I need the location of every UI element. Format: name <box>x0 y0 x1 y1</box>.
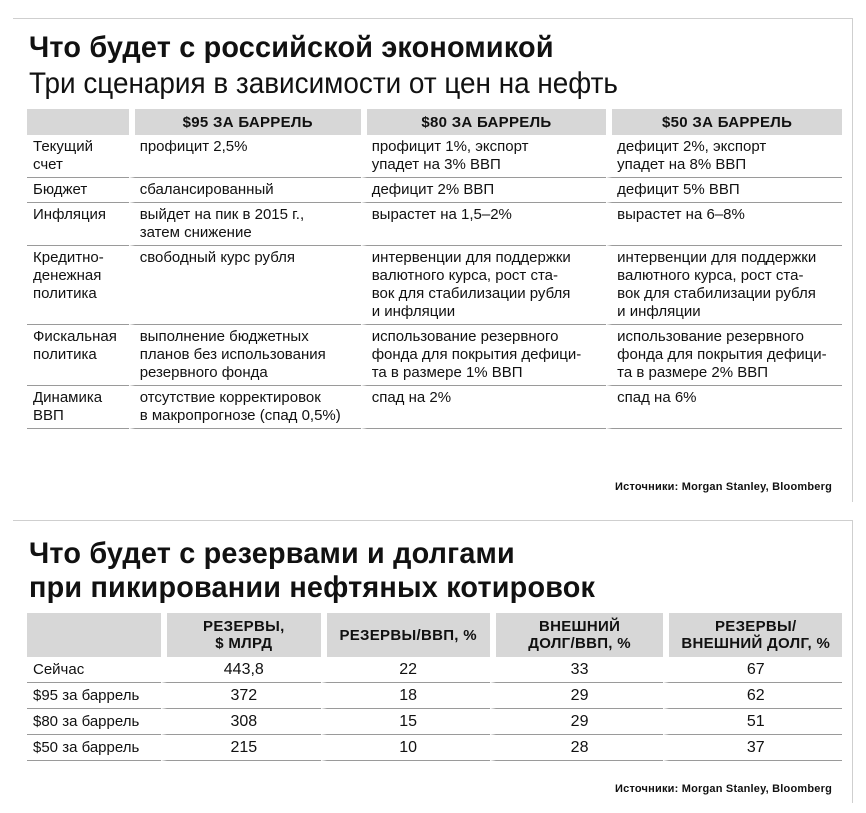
source-note: Источники: Morgan Stanley, Bloomberg <box>615 783 832 795</box>
value-cell: 29 <box>490 683 664 709</box>
cell-line: валютного курса, рост ста- <box>371 267 559 284</box>
value-cell: 372 <box>161 683 321 709</box>
cell-line: ВВП <box>33 407 64 424</box>
row-label <box>27 135 129 178</box>
row-label <box>27 325 129 386</box>
cell-80 <box>361 178 606 203</box>
reserves-header-1 <box>161 613 321 657</box>
cell-50 <box>606 325 842 386</box>
cell-line: вырастет на 6–8% <box>617 206 745 223</box>
cell-line: $ МЛРД <box>215 635 273 652</box>
value-cell: 18 <box>321 683 490 709</box>
cell-95 <box>129 246 361 325</box>
cell-line: дефицит 5% ВВП <box>617 181 740 198</box>
header-95: $95 ЗА БАРРЕЛЬ <box>129 109 361 135</box>
cell-line: фонда для покрытия дефици- <box>617 346 827 363</box>
cell-line: Динамика <box>33 389 103 406</box>
reserves-title-line1: Что будет с резервами и долгами <box>29 537 515 570</box>
row-label: $95 за баррель <box>27 683 161 709</box>
cell-line: Инфляция <box>33 206 107 223</box>
scenarios-header-row <box>27 109 842 135</box>
row-label: Сейчас <box>27 657 161 683</box>
row-label <box>27 246 129 325</box>
cell-line: РЕЗЕРВЫ/ВВП, % <box>339 626 477 644</box>
value-cell: 51 <box>663 709 842 735</box>
cell-50 <box>606 386 842 429</box>
cell-80 <box>361 246 606 325</box>
cell-line: та в размере 2% ВВП <box>617 364 769 381</box>
cell-line: ВНЕШНИЙ <box>538 618 621 635</box>
cell-95 <box>129 135 361 178</box>
cell-line: интервенции для поддержки <box>617 249 817 266</box>
cell-line: планов без использования <box>139 346 326 363</box>
reserves-header-0 <box>27 613 161 657</box>
cell-95 <box>129 325 361 386</box>
cell-line: резервного фонда <box>139 364 268 381</box>
cell-line: сбалансированный <box>139 181 274 198</box>
header-50: $50 ЗА БАРРЕЛЬ <box>606 109 842 135</box>
reserves-header-2 <box>321 613 490 657</box>
value-cell: 62 <box>663 683 842 709</box>
reserves-row <box>27 709 842 735</box>
cell-line: дефицит 2% ВВП <box>371 181 495 198</box>
header-80: $80 ЗА БАРРЕЛЬ <box>361 109 606 135</box>
reserves-title-line2: при пикировании нефтяных котировок <box>29 571 596 604</box>
cell-line: использование резервного <box>371 328 559 345</box>
cell-line: упадет на 8% ВВП <box>617 156 747 173</box>
economy-scenarios-panel <box>13 18 853 502</box>
cell-80 <box>361 203 606 246</box>
cell-line: ДОЛГ/ВВП, % <box>528 635 631 652</box>
cell-line: использование резервного <box>617 328 804 345</box>
cell-line: фонда для покрытия дефици- <box>371 346 582 363</box>
row-label <box>27 178 129 203</box>
cell-line: выйдет на пик в 2015 г., <box>139 206 305 223</box>
cell-50 <box>606 203 842 246</box>
cell-line: отсутствие корректировок <box>139 389 321 406</box>
cell-95 <box>129 203 361 246</box>
reserves-panel <box>13 520 853 803</box>
reserves-row <box>27 735 842 761</box>
value-cell: 37 <box>663 735 842 761</box>
cell-line: Бюджет <box>33 181 88 198</box>
cell-line: РЕЗЕРВЫ, <box>203 618 285 635</box>
reserves-row <box>27 683 842 709</box>
header-empty <box>27 109 129 135</box>
scenario-row <box>27 246 842 325</box>
cell-80 <box>361 325 606 386</box>
cell-line: счет <box>33 156 63 173</box>
economy-subtitle: Три сценария в зависимости от цен на нефть <box>29 67 618 100</box>
cell-line: Кредитно- <box>33 249 104 266</box>
cell-line: упадет на 3% ВВП <box>371 156 501 173</box>
cell-line: валютного курса, рост ста- <box>617 267 804 284</box>
cell-line: вырастет на 1,5–2% <box>371 206 512 223</box>
cell-line: и инфляции <box>371 303 456 320</box>
cell-line: та в размере 1% ВВП <box>371 364 523 381</box>
cell-line: в макропрогнозе (спад 0,5%) <box>139 407 341 424</box>
value-cell: 33 <box>490 657 664 683</box>
value-cell: 22 <box>321 657 490 683</box>
value-cell: 10 <box>321 735 490 761</box>
value-cell: 15 <box>321 709 490 735</box>
value-cell: 67 <box>663 657 842 683</box>
cell-line: профицит 1%, экспорт <box>371 138 529 155</box>
value-cell: 29 <box>490 709 664 735</box>
cell-line: ВНЕШНИЙ ДОЛГ, % <box>681 635 831 652</box>
value-cell: 308 <box>161 709 321 735</box>
cell-80 <box>361 386 606 429</box>
value-cell: 215 <box>161 735 321 761</box>
scenario-row <box>27 325 842 386</box>
cell-50 <box>606 178 842 203</box>
cell-50 <box>606 135 842 178</box>
cell-line: и инфляции <box>617 303 701 320</box>
row-label <box>27 386 129 429</box>
reserves-header-4 <box>663 613 842 657</box>
value-cell: 443,8 <box>161 657 321 683</box>
row-label: $80 за баррель <box>27 709 161 735</box>
cell-line: спад на 2% <box>371 389 452 406</box>
cell-line: дефицит 2%, экспорт <box>617 138 767 155</box>
reserves-row <box>27 657 842 683</box>
cell-line: политика <box>33 346 97 363</box>
source-note: Источники: Morgan Stanley, Bloomberg <box>615 481 832 493</box>
cell-line: вок для стабилизации рубля <box>371 285 571 302</box>
cell-50 <box>606 246 842 325</box>
cell-95 <box>129 178 361 203</box>
cell-line: политика <box>33 285 97 302</box>
cell-line: профицит 2,5% <box>139 138 248 155</box>
cell-line: вок для стабилизации рубля <box>617 285 816 302</box>
reserves-header-3 <box>490 613 664 657</box>
row-label <box>27 203 129 246</box>
cell-line: интервенции для поддержки <box>371 249 571 266</box>
cell-line: спад на 6% <box>617 389 697 406</box>
cell-80 <box>361 135 606 178</box>
cell-95 <box>129 386 361 429</box>
scenarios-table <box>27 109 842 429</box>
scenario-row <box>27 178 842 203</box>
cell-line: свободный курс рубля <box>139 249 296 266</box>
value-cell: 28 <box>490 735 664 761</box>
row-label: $50 за баррель <box>27 735 161 761</box>
reserves-table <box>27 613 842 761</box>
cell-line: затем снижение <box>139 224 252 241</box>
scenario-row <box>27 135 842 178</box>
reserves-header-row <box>27 613 842 657</box>
cell-line: Текущий <box>33 138 93 155</box>
cell-line: выполнение бюджетных <box>139 328 309 345</box>
cell-line: Фискальная <box>33 328 117 345</box>
cell-line: денежная <box>33 267 102 284</box>
scenario-row <box>27 386 842 429</box>
economy-title: Что будет с российской экономикой <box>29 31 554 64</box>
scenario-row <box>27 203 842 246</box>
cell-line: РЕЗЕРВЫ/ <box>714 618 797 635</box>
